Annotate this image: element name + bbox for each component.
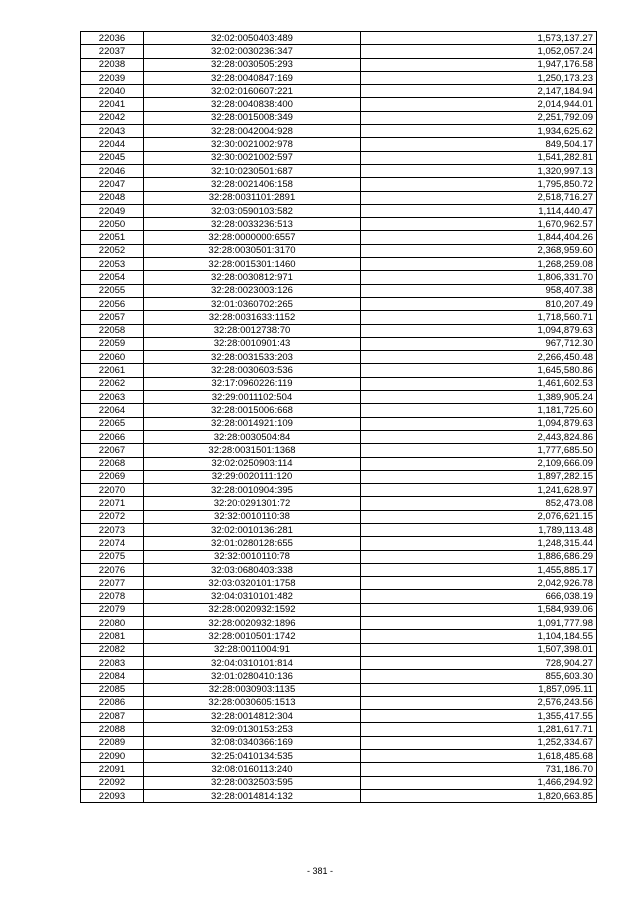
row-number-cell: 22055: [81, 284, 144, 297]
table-row: [81, 324, 597, 337]
cadastral-number-cell: 32:28:0031501:1368: [144, 444, 361, 457]
cadastral-number-cell: 32:28:0021406:158: [144, 178, 361, 191]
row-number-cell: 22074: [81, 537, 144, 550]
table-body: [81, 32, 597, 803]
cadastral-number-cell: 32:04:0310101:482: [144, 590, 361, 603]
table-row: [81, 484, 597, 497]
row-number-cell: 22065: [81, 417, 144, 430]
row-number-cell: 22070: [81, 484, 144, 497]
row-number-cell: 22046: [81, 164, 144, 177]
amount-cell: 1,795,850.72: [361, 178, 597, 191]
cadastral-number-cell: 32:29:0011102:504: [144, 391, 361, 404]
row-number-cell: 22054: [81, 271, 144, 284]
row-number-cell: 22092: [81, 776, 144, 789]
amount-cell: 1,857,095.11: [361, 683, 597, 696]
page-number: - 381 -: [306, 866, 333, 876]
amount-cell: 855,603.30: [361, 670, 597, 683]
cadastral-number-cell: 32:02:0030236:347: [144, 45, 361, 58]
table-row: [81, 563, 597, 576]
row-number-cell: 22059: [81, 337, 144, 350]
table-row: [81, 444, 597, 457]
amount-cell: 1,052,057.24: [361, 45, 597, 58]
amount-cell: 1,844,404.26: [361, 231, 597, 244]
amount-cell: 852,473.08: [361, 497, 597, 510]
amount-cell: 2,147,184.94: [361, 85, 597, 98]
amount-cell: 1,820,663.85: [361, 789, 597, 802]
table-row: [81, 457, 597, 470]
row-number-cell: 22087: [81, 710, 144, 723]
amount-cell: 1,252,334.67: [361, 736, 597, 749]
row-number-cell: 22078: [81, 590, 144, 603]
amount-cell: 1,645,580.86: [361, 364, 597, 377]
row-number-cell: 22084: [81, 670, 144, 683]
amount-cell: 849,504.17: [361, 138, 597, 151]
cadastral-number-cell: 32:17:0960226:119: [144, 377, 361, 390]
amount-cell: 1,897,282.15: [361, 470, 597, 483]
cadastral-number-cell: 32:28:0030903:1135: [144, 683, 361, 696]
cadastral-number-cell: 32:25:0410134:535: [144, 750, 361, 763]
row-number-cell: 22038: [81, 58, 144, 71]
amount-cell: 1,718,560.71: [361, 311, 597, 324]
row-number-cell: 22086: [81, 696, 144, 709]
amount-cell: 1,389,905.24: [361, 391, 597, 404]
table-row: [81, 138, 597, 151]
row-number-cell: 22077: [81, 577, 144, 590]
amount-cell: 666,038.19: [361, 590, 597, 603]
table-row: [81, 789, 597, 802]
table-row: [81, 643, 597, 656]
amount-cell: 2,443,824.86: [361, 430, 597, 443]
cadastral-number-cell: 32:28:0042004:928: [144, 125, 361, 138]
cadastral-number-cell: 32:01:0360702:265: [144, 297, 361, 310]
table-row: [81, 736, 597, 749]
cadastral-number-cell: 32:02:0050403:489: [144, 32, 361, 45]
table-row: [81, 523, 597, 536]
row-number-cell: 22089: [81, 736, 144, 749]
cadastral-number-cell: 32:04:0310101:814: [144, 656, 361, 669]
row-number-cell: 22064: [81, 404, 144, 417]
row-number-cell: 22037: [81, 45, 144, 58]
cadastral-number-cell: 32:28:0032503:595: [144, 776, 361, 789]
amount-cell: 2,576,243.56: [361, 696, 597, 709]
amount-cell: 810,207.49: [361, 297, 597, 310]
amount-cell: 2,042,926.78: [361, 577, 597, 590]
row-number-cell: 22051: [81, 231, 144, 244]
amount-cell: 1,094,879.63: [361, 417, 597, 430]
table-row: [81, 404, 597, 417]
row-number-cell: 22083: [81, 656, 144, 669]
row-number-cell: 22071: [81, 497, 144, 510]
cadastral-number-cell: 32:28:0010904:395: [144, 484, 361, 497]
amount-cell: 1,947,176.58: [361, 58, 597, 71]
cadastral-number-cell: 32:03:0680403:338: [144, 563, 361, 576]
cadastral-number-cell: 32:10:0230501:687: [144, 164, 361, 177]
row-number-cell: 22085: [81, 683, 144, 696]
cadastral-number-cell: 32:28:0023003:126: [144, 284, 361, 297]
table-row: [81, 683, 597, 696]
row-number-cell: 22047: [81, 178, 144, 191]
row-number-cell: 22082: [81, 643, 144, 656]
cadastral-number-cell: 32:28:0030501:3170: [144, 244, 361, 257]
row-number-cell: 22088: [81, 723, 144, 736]
cadastral-number-cell: 32:03:0320101:1758: [144, 577, 361, 590]
amount-cell: 1,466,294.92: [361, 776, 597, 789]
table-row: [81, 391, 597, 404]
amount-cell: 1,241,628.97: [361, 484, 597, 497]
cadastral-number-cell: 32:28:0030505:293: [144, 58, 361, 71]
table-row: [81, 497, 597, 510]
row-number-cell: 22073: [81, 523, 144, 536]
cadastral-number-cell: 32:28:0012738:70: [144, 324, 361, 337]
table-row: [81, 297, 597, 310]
cadastral-number-cell: 32:08:0160113:240: [144, 763, 361, 776]
cadastral-number-cell: 32:03:0590103:582: [144, 204, 361, 217]
cadastral-number-cell: 32:02:0010136:281: [144, 523, 361, 536]
table-row: [81, 417, 597, 430]
table-row: [81, 763, 597, 776]
table-row: [81, 271, 597, 284]
amount-cell: 1,320,997.13: [361, 164, 597, 177]
table-row: [81, 71, 597, 84]
table-row: [81, 656, 597, 669]
cadastral-number-cell: 32:02:0250903:114: [144, 457, 361, 470]
amount-cell: 1,355,417.55: [361, 710, 597, 723]
cadastral-number-cell: 32:32:0010110:78: [144, 550, 361, 563]
amount-cell: 1,104,184.55: [361, 630, 597, 643]
cadastral-number-cell: 32:28:0030605:1513: [144, 696, 361, 709]
amount-cell: 1,584,939.06: [361, 603, 597, 616]
cadastral-number-cell: 32:01:0280410:136: [144, 670, 361, 683]
row-number-cell: 22081: [81, 630, 144, 643]
cadastral-number-cell: 32:28:0014921:109: [144, 417, 361, 430]
table-row: [81, 231, 597, 244]
row-number-cell: 22048: [81, 191, 144, 204]
cadastral-number-cell: 32:28:0015301:1460: [144, 258, 361, 271]
row-number-cell: 22056: [81, 297, 144, 310]
table-row: [81, 284, 597, 297]
amount-cell: 1,806,331.70: [361, 271, 597, 284]
table-row: [81, 164, 597, 177]
amount-cell: 1,461,602.53: [361, 377, 597, 390]
cadastral-number-cell: 32:30:0021002:597: [144, 151, 361, 164]
cadastral-number-cell: 32:29:0020111:120: [144, 470, 361, 483]
cadastral-number-cell: 32:28:0020932:1592: [144, 603, 361, 616]
amount-cell: 1,573,137.27: [361, 32, 597, 45]
amount-cell: 2,109,666.09: [361, 457, 597, 470]
amount-cell: 1,268,259.08: [361, 258, 597, 271]
amount-cell: 1,091,777.98: [361, 617, 597, 630]
row-number-cell: 22067: [81, 444, 144, 457]
table-row: [81, 258, 597, 271]
row-number-cell: 22063: [81, 391, 144, 404]
row-number-cell: 22041: [81, 98, 144, 111]
table-row: [81, 670, 597, 683]
row-number-cell: 22040: [81, 85, 144, 98]
table-row: [81, 98, 597, 111]
table-row: [81, 191, 597, 204]
table-row: [81, 32, 597, 45]
row-number-cell: 22091: [81, 763, 144, 776]
amount-cell: 967,712.30: [361, 337, 597, 350]
table-row: [81, 85, 597, 98]
row-number-cell: 22044: [81, 138, 144, 151]
cadastral-number-cell: 32:28:0010501:1742: [144, 630, 361, 643]
row-number-cell: 22058: [81, 324, 144, 337]
cadastral-number-cell: 32:28:0020932:1896: [144, 617, 361, 630]
cadastral-number-cell: 32:28:0014812:304: [144, 710, 361, 723]
amount-cell: 2,518,716.27: [361, 191, 597, 204]
amount-cell: 728,904.27: [361, 656, 597, 669]
table-row: [81, 577, 597, 590]
table-row: [81, 537, 597, 550]
amount-cell: 1,114,440.47: [361, 204, 597, 217]
table-row: [81, 337, 597, 350]
row-number-cell: 22076: [81, 563, 144, 576]
table-row: [81, 111, 597, 124]
cadastral-number-cell: 32:28:0030603:536: [144, 364, 361, 377]
cadastral-number-cell: 32:09:0130153:253: [144, 723, 361, 736]
amount-cell: 2,266,450.48: [361, 351, 597, 364]
cadastral-number-cell: 32:32:0010110:38: [144, 510, 361, 523]
row-number-cell: 22066: [81, 430, 144, 443]
amount-cell: 1,934,625.62: [361, 125, 597, 138]
row-number-cell: 22072: [81, 510, 144, 523]
cadastral-number-cell: 32:28:0033236:513: [144, 218, 361, 231]
row-number-cell: 22050: [81, 218, 144, 231]
row-number-cell: 22039: [81, 71, 144, 84]
cadastral-number-cell: 32:28:0031533:203: [144, 351, 361, 364]
row-number-cell: 22090: [81, 750, 144, 763]
cadastral-number-cell: 32:28:0030812:971: [144, 271, 361, 284]
amount-cell: 731,186.70: [361, 763, 597, 776]
row-number-cell: 22093: [81, 789, 144, 802]
row-number-cell: 22062: [81, 377, 144, 390]
cadastral-number-cell: 32:28:0031101:2891: [144, 191, 361, 204]
amount-cell: 958,407.38: [361, 284, 597, 297]
cadastral-number-cell: 32:08:0340366:169: [144, 736, 361, 749]
row-number-cell: 22052: [81, 244, 144, 257]
cadastral-number-cell: 32:20:0291301:72: [144, 497, 361, 510]
table-row: [81, 218, 597, 231]
amount-cell: 1,094,879.63: [361, 324, 597, 337]
table-row: [81, 750, 597, 763]
row-number-cell: 22043: [81, 125, 144, 138]
amount-cell: 1,618,485.68: [361, 750, 597, 763]
amount-cell: 1,250,173.23: [361, 71, 597, 84]
amount-cell: 1,541,282.81: [361, 151, 597, 164]
cadastral-number-cell: 32:01:0280128:655: [144, 537, 361, 550]
table-row: [81, 776, 597, 789]
amount-cell: 1,248,315.44: [361, 537, 597, 550]
cadastral-number-cell: 32:30:0021002:978: [144, 138, 361, 151]
table-row: [81, 510, 597, 523]
table-row: [81, 125, 597, 138]
cadastral-number-cell: 32:28:0031633:1152: [144, 311, 361, 324]
table-row: [81, 58, 597, 71]
amount-cell: 1,777,685.50: [361, 444, 597, 457]
cadastral-number-cell: 32:28:0040847:169: [144, 71, 361, 84]
row-number-cell: 22057: [81, 311, 144, 324]
row-number-cell: 22042: [81, 111, 144, 124]
amount-cell: 2,368,959.60: [361, 244, 597, 257]
table-row: [81, 351, 597, 364]
amount-cell: 1,455,885.17: [361, 563, 597, 576]
table-row: [81, 377, 597, 390]
row-number-cell: 22053: [81, 258, 144, 271]
row-number-cell: 22080: [81, 617, 144, 630]
table-row: [81, 430, 597, 443]
table-row: [81, 630, 597, 643]
amount-cell: 1,886,686.29: [361, 550, 597, 563]
cadastral-number-cell: 32:28:0010901:43: [144, 337, 361, 350]
cadastral-number-cell: 32:28:0014814:132: [144, 789, 361, 802]
row-number-cell: 22049: [81, 204, 144, 217]
table-row: [81, 470, 597, 483]
data-table: [80, 31, 597, 803]
amount-cell: 1,670,962.57: [361, 218, 597, 231]
amount-cell: 1,507,398.01: [361, 643, 597, 656]
cadastral-number-cell: 32:28:0015006:668: [144, 404, 361, 417]
cadastral-number-cell: 32:28:0000000:6557: [144, 231, 361, 244]
amount-cell: 2,251,792.09: [361, 111, 597, 124]
table-row: [81, 710, 597, 723]
row-number-cell: 22036: [81, 32, 144, 45]
amount-cell: 2,014,944.01: [361, 98, 597, 111]
table-row: [81, 244, 597, 257]
row-number-cell: 22069: [81, 470, 144, 483]
table-row: [81, 550, 597, 563]
row-number-cell: 22068: [81, 457, 144, 470]
table-row: [81, 603, 597, 616]
table-row: [81, 151, 597, 164]
cadastral-number-cell: 32:02:0160607:221: [144, 85, 361, 98]
table-row: [81, 178, 597, 191]
table-row: [81, 590, 597, 603]
cadastral-number-cell: 32:28:0011004:91: [144, 643, 361, 656]
row-number-cell: 22045: [81, 151, 144, 164]
amount-cell: 1,181,725.60: [361, 404, 597, 417]
table-row: [81, 723, 597, 736]
table-row: [81, 617, 597, 630]
row-number-cell: 22060: [81, 351, 144, 364]
table-row: [81, 204, 597, 217]
cadastral-number-cell: 32:28:0030504:84: [144, 430, 361, 443]
table-row: [81, 45, 597, 58]
cadastral-number-cell: 32:28:0015008:349: [144, 111, 361, 124]
amount-cell: 1,789,113.48: [361, 523, 597, 536]
cadastral-number-cell: 32:28:0040838:400: [144, 98, 361, 111]
table-row: [81, 311, 597, 324]
row-number-cell: 22075: [81, 550, 144, 563]
row-number-cell: 22079: [81, 603, 144, 616]
table-row: [81, 364, 597, 377]
amount-cell: 2,076,621.15: [361, 510, 597, 523]
row-number-cell: 22061: [81, 364, 144, 377]
amount-cell: 1,281,617.71: [361, 723, 597, 736]
table-row: [81, 696, 597, 709]
